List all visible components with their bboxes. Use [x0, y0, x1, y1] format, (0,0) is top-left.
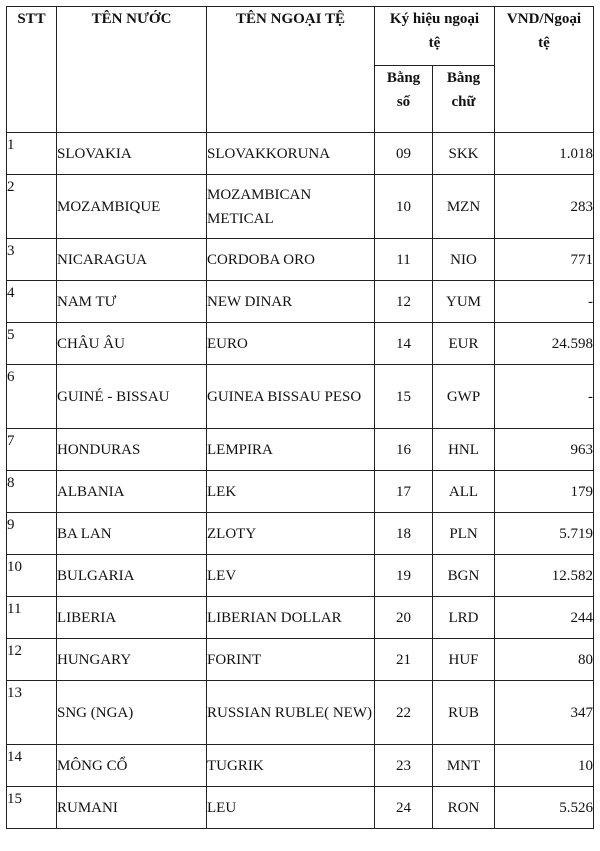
cell-country: SLOVAKIA: [57, 133, 207, 175]
table-row: [7, 323, 594, 365]
cell-currency: ZLOTY: [207, 513, 375, 555]
cell-vnd-rate: -: [495, 365, 594, 429]
cell-currency: FORINT: [207, 639, 375, 681]
table-row: [7, 681, 594, 745]
header-stt: STT: [7, 7, 57, 133]
cell-currency: EURO: [207, 323, 375, 365]
table-row: [7, 239, 594, 281]
cell-vnd-rate: 1.018: [495, 133, 594, 175]
cell-alpha-code: PLN: [433, 513, 495, 555]
cell-vnd-rate: 80: [495, 639, 594, 681]
table-row: [7, 745, 594, 787]
header-country-name: TÊN NƯỚC: [57, 7, 207, 133]
cell-country: MOZAMBIQUE: [57, 175, 207, 239]
cell-country: SNG (NGA): [57, 681, 207, 745]
cell-stt: 9: [7, 513, 57, 555]
cell-alpha-code: MZN: [433, 175, 495, 239]
cell-alpha-code: HNL: [433, 429, 495, 471]
table-row: [7, 281, 594, 323]
cell-vnd-rate: 244: [495, 597, 594, 639]
table-row: [7, 513, 594, 555]
cell-numeric-code: 09: [375, 133, 433, 175]
table-row: [7, 597, 594, 639]
cell-currency: MOZAMBICAN METICAL: [207, 175, 375, 239]
cell-vnd-rate: 963: [495, 429, 594, 471]
cell-alpha-code: RON: [433, 787, 495, 829]
cell-stt: 1: [7, 133, 57, 175]
cell-currency: LEV: [207, 555, 375, 597]
cell-stt: 14: [7, 745, 57, 787]
cell-currency: CORDOBA ORO: [207, 239, 375, 281]
cell-alpha-code: RUB: [433, 681, 495, 745]
cell-alpha-code: ALL: [433, 471, 495, 513]
cell-alpha-code: SKK: [433, 133, 495, 175]
cell-alpha-code: BGN: [433, 555, 495, 597]
table-row: [7, 639, 594, 681]
cell-numeric-code: 17: [375, 471, 433, 513]
cell-stt: 10: [7, 555, 57, 597]
cell-numeric-code: 12: [375, 281, 433, 323]
cell-country: HONDURAS: [57, 429, 207, 471]
cell-currency: NEW DINAR: [207, 281, 375, 323]
cell-country: NICARAGUA: [57, 239, 207, 281]
cell-alpha-code: LRD: [433, 597, 495, 639]
cell-vnd-rate: 179: [495, 471, 594, 513]
cell-vnd-rate: 283: [495, 175, 594, 239]
table-row: [7, 787, 594, 829]
header-row: [7, 7, 594, 66]
cell-currency: LEMPIRA: [207, 429, 375, 471]
cell-country: RUMANI: [57, 787, 207, 829]
cell-vnd-rate: 5.526: [495, 787, 594, 829]
header-currency-name: TÊN NGOẠI TỆ: [207, 7, 375, 133]
cell-stt: 11: [7, 597, 57, 639]
cell-vnd-rate: 12.582: [495, 555, 594, 597]
cell-numeric-code: 16: [375, 429, 433, 471]
cell-numeric-code: 21: [375, 639, 433, 681]
cell-country: BULGARIA: [57, 555, 207, 597]
cell-currency: GUINEA BISSAU PESO: [207, 365, 375, 429]
cell-vnd-rate: 771: [495, 239, 594, 281]
table-row: [7, 471, 594, 513]
cell-country: GUINÉ - BISSAU: [57, 365, 207, 429]
cell-country: HUNGARY: [57, 639, 207, 681]
cell-numeric-code: 18: [375, 513, 433, 555]
cell-stt: 4: [7, 281, 57, 323]
cell-country: MÔNG CỔ: [57, 745, 207, 787]
currency-table: [6, 6, 594, 829]
table-row: [7, 133, 594, 175]
cell-vnd-rate: 347: [495, 681, 594, 745]
cell-stt: 7: [7, 429, 57, 471]
header-currency-symbol: Ký hiệu ngoại tệ: [375, 7, 495, 66]
header-alpha-code: Bằng chữ: [433, 66, 495, 133]
cell-numeric-code: 15: [375, 365, 433, 429]
cell-country: ALBANIA: [57, 471, 207, 513]
cell-stt: 15: [7, 787, 57, 829]
cell-country: BA LAN: [57, 513, 207, 555]
cell-country: LIBERIA: [57, 597, 207, 639]
cell-alpha-code: NIO: [433, 239, 495, 281]
cell-alpha-code: HUF: [433, 639, 495, 681]
cell-numeric-code: 23: [375, 745, 433, 787]
table-row: [7, 175, 594, 239]
table-row: [7, 555, 594, 597]
cell-vnd-rate: -: [495, 281, 594, 323]
cell-alpha-code: EUR: [433, 323, 495, 365]
cell-vnd-rate: 5.719: [495, 513, 594, 555]
header-vnd-rate: VND/Ngoại tệ: [495, 7, 594, 133]
header-numeric-code: Bằng số: [375, 66, 433, 133]
cell-stt: 8: [7, 471, 57, 513]
cell-country: CHÂU ÂU: [57, 323, 207, 365]
cell-stt: 12: [7, 639, 57, 681]
cell-currency: SLOVAKKORUNA: [207, 133, 375, 175]
cell-numeric-code: 22: [375, 681, 433, 745]
cell-currency: LIBERIAN DOLLAR: [207, 597, 375, 639]
cell-numeric-code: 10: [375, 175, 433, 239]
cell-vnd-rate: 24.598: [495, 323, 594, 365]
cell-numeric-code: 14: [375, 323, 433, 365]
table-row: [7, 365, 594, 429]
cell-currency: TUGRIK: [207, 745, 375, 787]
cell-alpha-code: GWP: [433, 365, 495, 429]
cell-currency: RUSSIAN RUBLE( NEW): [207, 681, 375, 745]
cell-numeric-code: 11: [375, 239, 433, 281]
cell-stt: 3: [7, 239, 57, 281]
cell-currency: LEU: [207, 787, 375, 829]
cell-stt: 2: [7, 175, 57, 239]
cell-numeric-code: 19: [375, 555, 433, 597]
table-row: [7, 429, 594, 471]
cell-currency: LEK: [207, 471, 375, 513]
table-body: [7, 133, 594, 829]
cell-alpha-code: MNT: [433, 745, 495, 787]
cell-numeric-code: 20: [375, 597, 433, 639]
cell-vnd-rate: 10: [495, 745, 594, 787]
cell-numeric-code: 24: [375, 787, 433, 829]
cell-stt: 5: [7, 323, 57, 365]
cell-stt: 13: [7, 681, 57, 745]
cell-alpha-code: YUM: [433, 281, 495, 323]
cell-country: NAM TƯ: [57, 281, 207, 323]
cell-stt: 6: [7, 365, 57, 429]
